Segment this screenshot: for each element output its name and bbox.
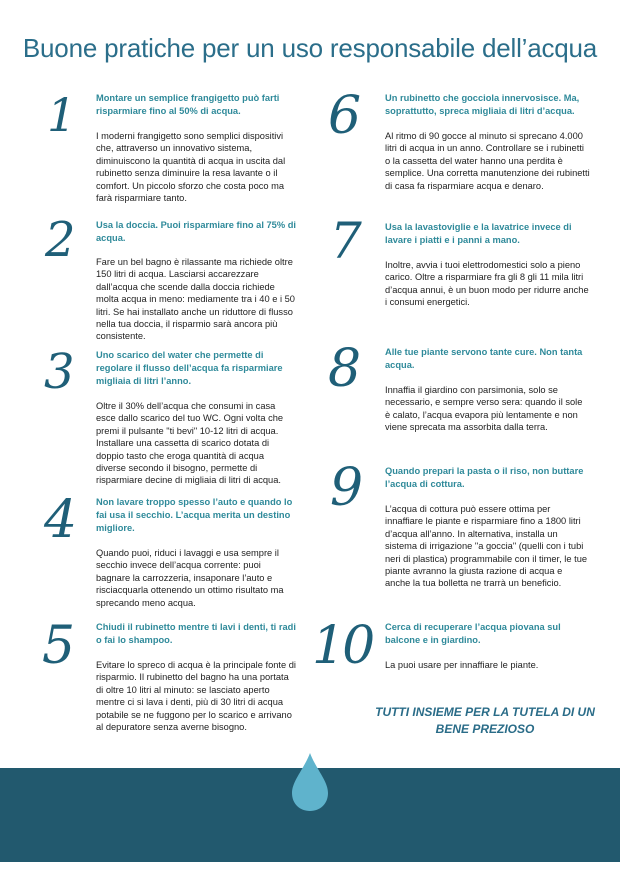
tip-body-10: La puoi usare per innaffiare le piante.: [385, 660, 539, 670]
tip-body-6: Al ritmo di 90 gocce al minuto si sprecano 4.000 litri di acqua in un anno. Controllare se i rubinetti o la cassetta del water hanno una perdita è semplice. Una corretta manutenzione dei rubinetti di casa fa risparmiare acqua e denaro.: [385, 131, 590, 191]
water-drop-icon: [290, 751, 330, 813]
tip-number-8: 8: [328, 339, 362, 399]
tip-number-6: 6: [328, 86, 362, 146]
tip-heading-8: Alle tue piante servono tante cure. Non tanta acqua.: [385, 347, 583, 370]
tip-body-1: I moderni frangigetto sono semplici dispositivi che, attraverso un innovativo sistema, diminuiscono la quantità di acqua in uscita dal rubinetto senza diminuire la resa lavante o il comfort. Un piccolo sforzo che costa poco ma farà risparmiare tanto.: [96, 131, 286, 204]
tip-number-5: 5: [42, 616, 76, 676]
tip-body-2: Fare un bel bagno è rilassante ma richiede oltre 150 litri di acqua. Lasciarsi accarezzare dall’acqua che scende dalla doccia richiede molta acqua in meno: mediamente tra i 40 e i 50 litri. Se hai installato anche un riduttore di flusso nella tua doccia, il risparmio sarà ancora più consistente.: [96, 257, 295, 342]
tip-body-8: Innaffia il giardino con parsimonia, solo se necessario, e sempre verso sera: quando il sole è calato, l’acqua evapora più lentamente e non viene sprecata ma assorbita dalla terra.: [385, 385, 583, 433]
page-title: Buone pratiche per un uso responsabile dell’acqua: [22, 33, 598, 63]
tip-body-7: Inoltre, avvia i tuoi elettrodomestici solo a pieno carico. Oltre a risparmiare fra gli 8 gli 11 mila litri d’acqua annui, è un buon modo per ridurre anche i consumi energetici.: [385, 260, 589, 308]
tip-heading-7: Usa la lavastoviglie e la lavatrice invece di lavare i piatti e i panni a mano.: [385, 222, 572, 245]
tip-heading-9: Quando prepari la pasta o il riso, non buttare l’acqua di cottura.: [385, 466, 584, 489]
tip-heading-3: Uno scarico del water che permette di regolare il flusso dell’acqua fa risparmiare migliaia di litri l’anno.: [96, 350, 283, 386]
tip-heading-6: Un rubinetto che gocciola innervosisce. Ma, soprattutto, spreca migliaia di litri d’acqua.: [385, 93, 580, 116]
tip-number-9: 9: [330, 458, 364, 518]
tip-number-1: 1: [47, 88, 77, 142]
tip-number-4: 4: [44, 490, 78, 550]
tip-body-4: Quando puoi, riduci i lavaggi e usa sempre il secchio invece dell’acqua corrente: puoi bagnare la carrozzeria, insaponare l’auto e risciacquarla ottenendo un ottimo risultato ma sprecando meno acqua.: [96, 548, 284, 608]
slogan: TUTTI INSIEME PER LA TUTELA DI UN BENE PREZIOSO: [375, 705, 595, 736]
tip-number-10: 10: [312, 616, 373, 676]
tip-number-2: 2: [45, 212, 76, 268]
tip-heading-1: Montare un semplice frangigetto può farti risparmiare fino al 50% di acqua.: [96, 93, 280, 116]
tip-heading-10: Cerca di recuperare l’acqua piovana sul balcone e in giardino.: [385, 622, 561, 645]
tip-body-5: Evitare lo spreco di acqua è la principale fonte di risparmio. Il rubinetto del bagno ha una portata di oltre 10 litri al minuto: se lasciato aperto mentre ci si lava i denti, più di 30 litri di acqua potabile se ne fuggono per lo scarico e arrivano al depuratore senza averne bisogno.: [96, 660, 297, 733]
tip-number-3: 3: [44, 344, 75, 400]
tip-body-9: L’acqua di cottura può essere ottima per innaffiare le piante e risparmiare fino a 1800 litri d’acqua all’anno. In alternativa, installa un sistema di irrigazione "a goccia" (quelli con i tubi neri di plastica) programmabile con il timer, le tue piante avranno la giusta razione di acqua e anche la tua bolletta ne trarrà un beneficio.: [385, 504, 588, 589]
tip-heading-4: Non lavare troppo spesso l’auto e quando lo fai usa il secchio. L’acqua merita un destino migliore.: [96, 497, 293, 533]
tip-number-7: 7: [330, 212, 362, 270]
tip-heading-5: Chiudi il rubinetto mentre ti lavi i denti, ti radi o fai lo shampoo.: [96, 622, 296, 645]
tip-body-3: Oltre il 30% dell’acqua che consumi in casa esce dallo scarico del tuo WC. Ogni volta che premi il pulsante "ti bevi" 10-12 litri di acqua. Installare una cassetta di scarico dotata di doppio tasto che eroga quantità di acqua diverse secondo il bisogno, permette di risparmiare decine di migliaia di litri di acqua.: [96, 401, 284, 486]
tip-heading-2: Usa la doccia. Puoi risparmiare fino al 75% di acqua.: [96, 220, 296, 243]
